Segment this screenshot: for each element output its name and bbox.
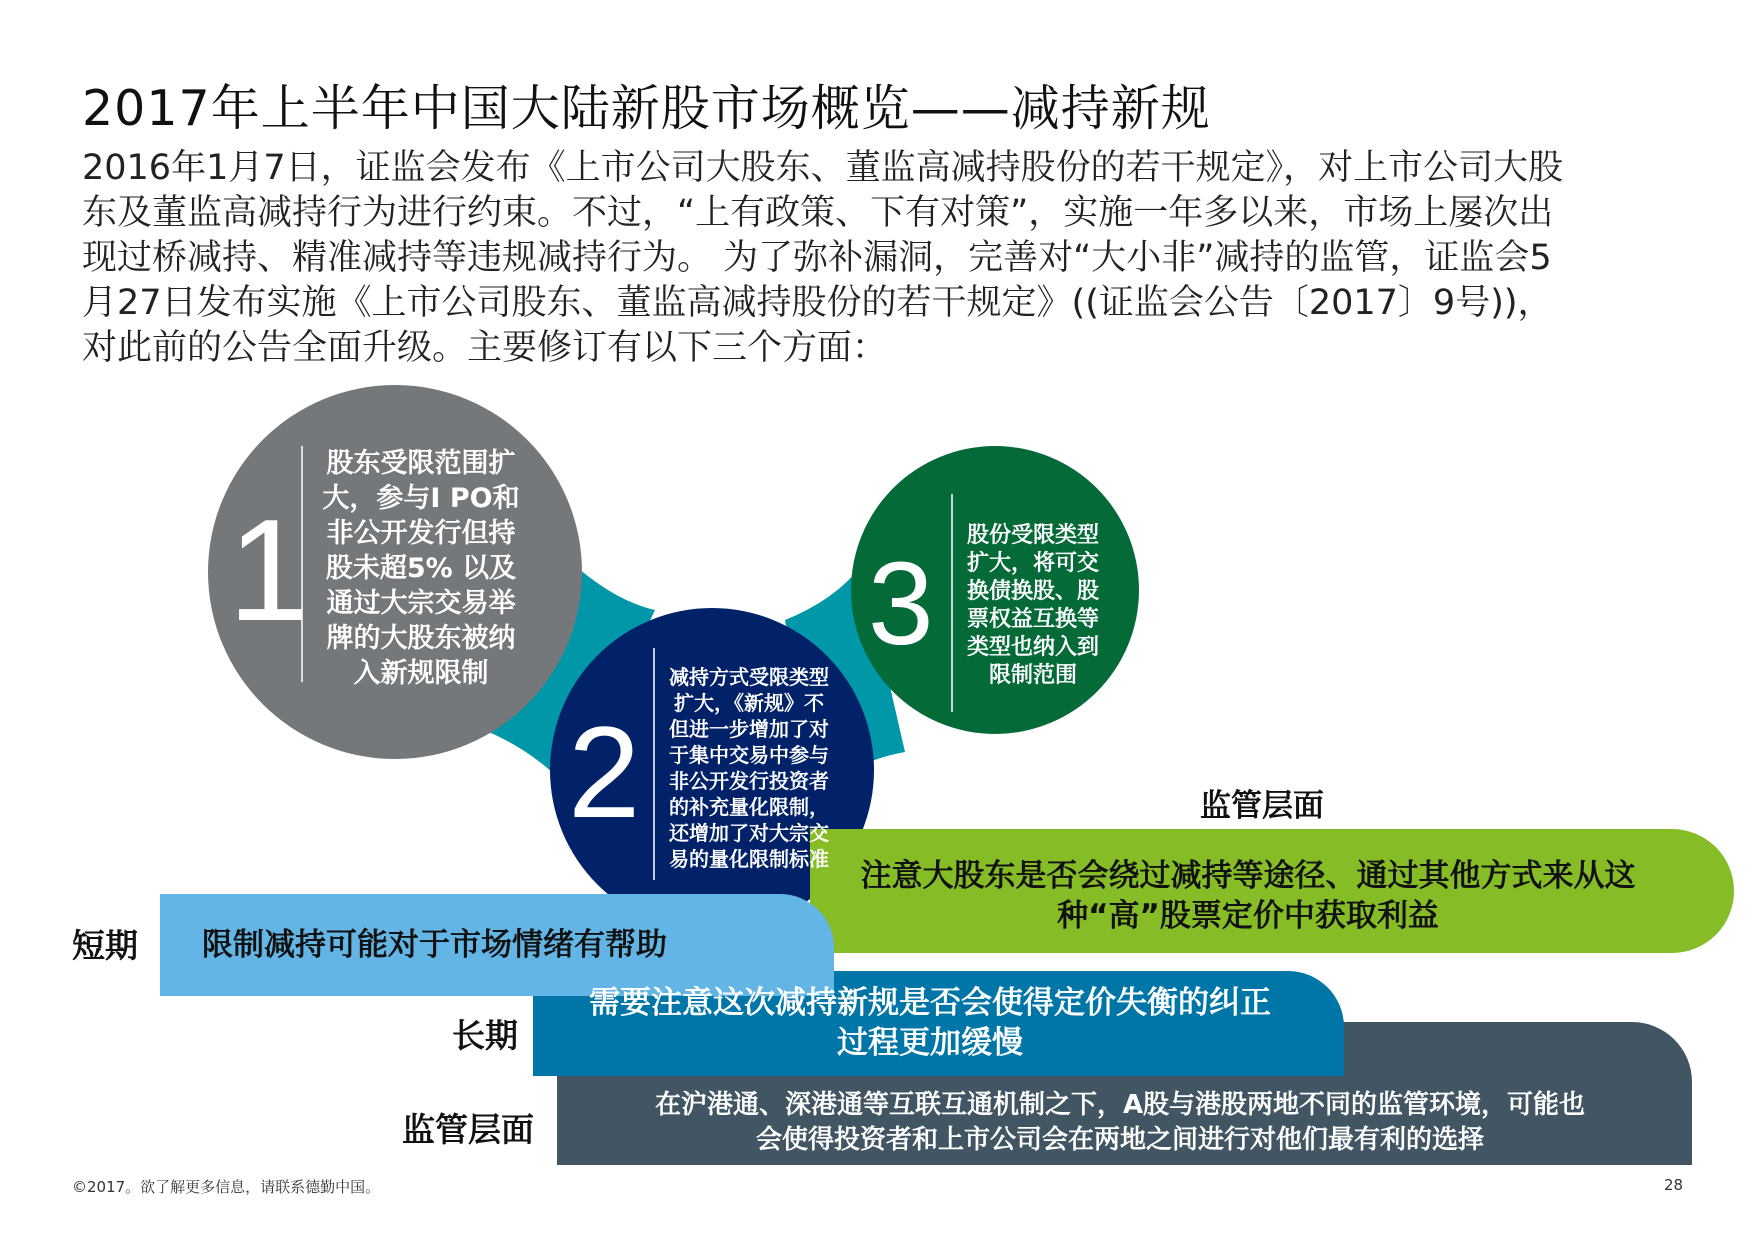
long-term-text xyxy=(550,983,1310,1063)
short-term-label: 短期 xyxy=(72,926,138,965)
circle-1-number: 1 xyxy=(228,489,309,651)
green-band-text xyxy=(848,856,1648,936)
intro-line: 东及董监高减持行为进行约束。不过，“上有政策、下有对策”，实施一年多以来，市场上屡次出 xyxy=(82,193,1554,233)
circle-2-text xyxy=(658,664,840,872)
regulatory-text xyxy=(570,1088,1670,1158)
intro-line: 现过桥减持、精准减持等违规减持行为。 为了弥补漏洞，完善对“大小非”减持的监管，证监会5 xyxy=(82,238,1552,278)
long-term-line: 需要注意这次减持新规是否会使得定价失衡的纠正 xyxy=(589,985,1271,1021)
page-title: 2017年上半年中国大陆新股市场概览——减持新规 xyxy=(82,80,1211,137)
green-band-line: 注意大股东是否会绕过减持等途径、通过其他方式来从这 xyxy=(860,858,1636,894)
intro-line: 2016年1月7日，证监会发布《上市公司大股东、董监高减持股份的若干规定》，对上市公司大股 xyxy=(82,148,1564,188)
circle-2-line: 减持方式受限类型 xyxy=(669,665,829,689)
regulatory-label: 监管层面 xyxy=(402,1110,534,1149)
short-term-text: 限制减持可能对于市场情绪有帮助 xyxy=(202,927,667,963)
circle-3-number: 3 xyxy=(868,538,934,670)
circle-2-line: 还增加了对大宗交 xyxy=(669,821,829,845)
page-number: 28 xyxy=(1664,1176,1684,1194)
circle-3-line: 股份受限类型 xyxy=(966,523,1099,548)
circle-2-number: 2 xyxy=(568,699,641,845)
regulatory-line: 会使得投资者和上市公司会在两地之间进行对他们最有利的选择 xyxy=(755,1125,1484,1155)
circle-3-line: 限制范围 xyxy=(988,663,1077,688)
circle-1-text xyxy=(312,446,530,691)
footer-copyright: ©2017。欲了解更多信息，请联系德勤中国。 xyxy=(72,1178,381,1196)
circle-3-line: 扩大，将可交 xyxy=(966,551,1099,576)
circle-1-line: 牌的大股东被纳 xyxy=(326,623,516,654)
circle-3-line: 类型也纳入到 xyxy=(966,635,1099,660)
green-band-line: 种“高”股票定价中获取利益 xyxy=(1057,898,1439,934)
circle-2-line: 的补充量化限制， xyxy=(669,795,829,819)
circle-2-line: 扩大，《新规》不 xyxy=(674,691,824,715)
circle-3-text xyxy=(954,522,1112,690)
long-term-line: 过程更加缓慢 xyxy=(837,1025,1023,1061)
circle-3-line: 票权益互换等 xyxy=(966,607,1099,632)
circle-1-line: 大，参与I PO和 xyxy=(322,483,520,514)
long-term-label: 长期 xyxy=(452,1016,518,1055)
circle-2-line: 于集中交易中参与 xyxy=(669,743,829,767)
circle-1-line: 入新规限制 xyxy=(353,658,489,689)
circle-2-line: 但进一步增加了对 xyxy=(669,717,829,741)
circle-3-line: 换债换股、股 xyxy=(966,579,1099,604)
intro-line: 月27日发布实施《上市公司股东、董监高减持股份的若干规定》((证监会公告〔2017〕9号))， xyxy=(82,283,1553,323)
circle-2-line: 非公开发行投资者 xyxy=(669,769,829,793)
intro-line: 对此前的公告全面升级。主要修订有以下三个方面： xyxy=(82,328,888,368)
regulatory-line: 在沪港通、深港通等互联互通机制之下，A股与港股两地不同的监管环境，可能也 xyxy=(654,1090,1586,1120)
circle-1-line: 股东受限范围扩 xyxy=(326,448,516,479)
circle-1-line: 股未超5% 以及 xyxy=(325,553,517,584)
circle-1-line: 非公开发行但持 xyxy=(326,518,516,549)
circle-1-line: 通过大宗交易举 xyxy=(326,588,516,619)
circle-2-line: 易的量化限制标准 xyxy=(669,847,829,871)
green-band-heading: 监管层面 xyxy=(1200,788,1324,824)
